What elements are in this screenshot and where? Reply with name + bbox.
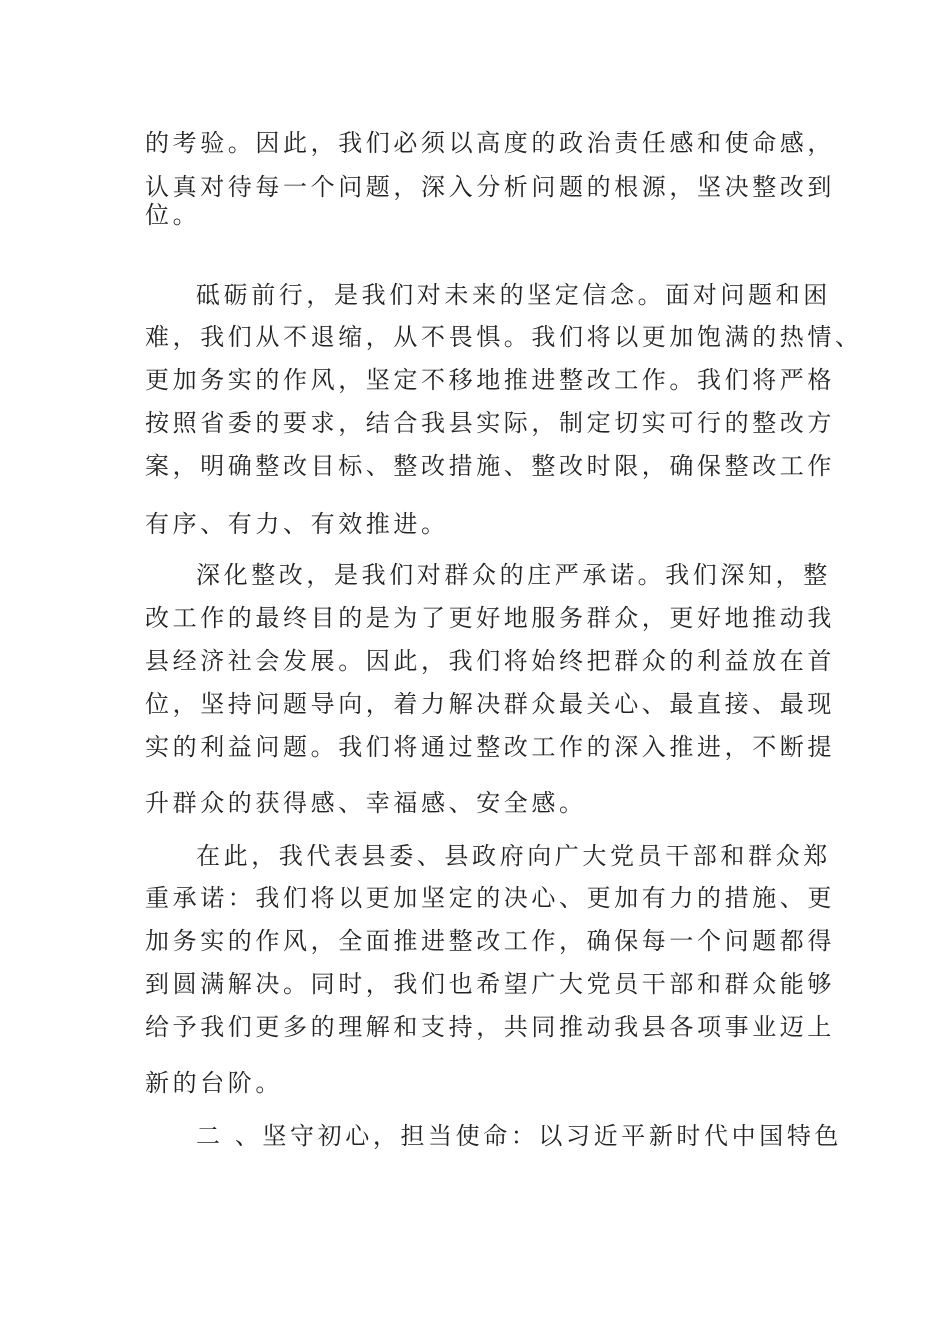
text-line: 改工作的最终目的是为了更好地服务群众，更好地推动我 <box>145 604 835 632</box>
paragraph-start-line: 深化整改，是我们对群众的庄严承诺。我们深知，整 <box>196 561 831 589</box>
paragraph-start-line: 砥砺前行，是我们对未来的坚定信念。面对问题和困 <box>196 281 831 309</box>
text-line: 给予我们更多的理解和支持，共同推动我县各项事业迈上 <box>145 1013 835 1041</box>
section-heading-line: 二 、坚守初心，担当使命：以习近平新时代中国特色 <box>196 1122 843 1150</box>
text-line: 升群众的获得感、幸福感、安全感。 <box>145 789 587 817</box>
text-line: 到圆满解决。同时，我们也希望广大党员干部和群众能够 <box>145 970 835 998</box>
paragraph-start-line: 在此，我代表县委、县政府向广大党员干部和群众郑 <box>196 842 831 870</box>
text-line: 难，我们从不退缩，从不畏惧。我们将以更加饱满的热情、 <box>145 323 863 351</box>
text-line: 实的利益问题。我们将通过整改工作的深入推进，不断提 <box>145 733 835 761</box>
text-line: 认真对待每一个问题，深入分析问题的根源，坚决整改到 <box>145 173 835 201</box>
text-line: 案，明确整改目标、整改措施、整改时限，确保整改工作 <box>145 452 835 480</box>
text-line: 新的台阶。 <box>145 1069 283 1097</box>
text-line: 有序、有力、有效推进。 <box>145 510 449 538</box>
text-line: 重承诺：我们将以更加坚定的决心、更加有力的措施、更 <box>145 884 835 912</box>
text-line: 的考验。因此，我们必须以高度的政治责任感和使命感， <box>145 129 835 157</box>
text-line: 加务实的作风，全面推进整改工作，确保每一个问题都得 <box>145 927 835 955</box>
text-line: 县经济社会发展。因此，我们将始终把群众的利益放在首 <box>145 647 835 675</box>
text-line: 按照省委的要求，结合我县实际，制定切实可行的整改方 <box>145 409 835 437</box>
text-line: 更加务实的作风，坚定不移地推进整改工作。我们将严格 <box>145 366 835 394</box>
text-line: 位，坚持问题导向，着力解决群众最关心、最直接、最现 <box>145 690 835 718</box>
text-line: 位。 <box>145 201 201 229</box>
